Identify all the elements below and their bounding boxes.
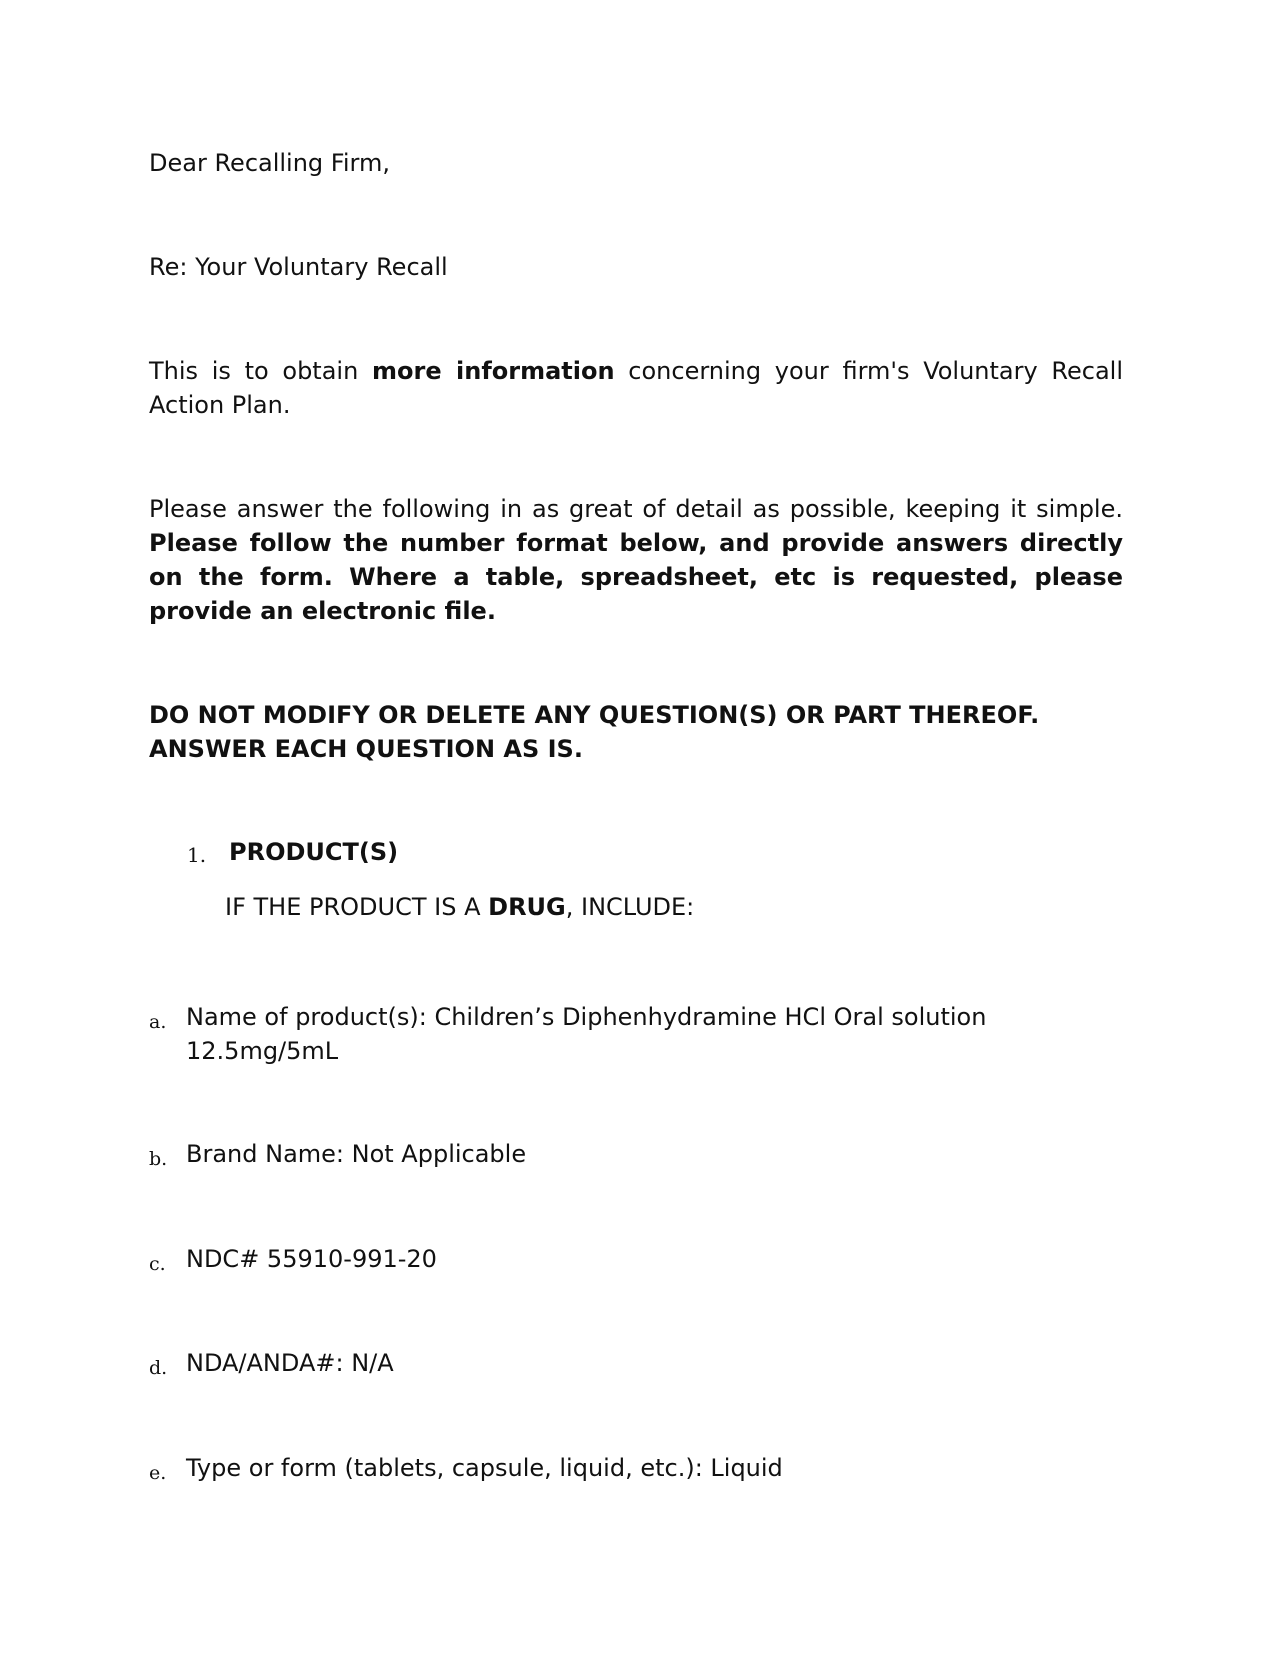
- subheading-text-end: , INCLUDE:: [565, 893, 695, 921]
- section-number: 1.: [187, 843, 207, 867]
- warning-notice: [149, 698, 1123, 766]
- instructions-plain-text: Please answer the following in as great of detail as possible, keeping it simple.: [149, 495, 1123, 523]
- subheading-text-start: IF THE PRODUCT IS A: [225, 893, 489, 921]
- list-item-label: c.: [149, 1253, 166, 1275]
- intro-text-end: concerning your firm's Voluntary Recall Action Plan.: [149, 357, 1123, 419]
- list-item-nda-anda: NDA/ANDA#: N/A: [186, 1349, 394, 1377]
- intro-paragraph: [149, 354, 1123, 422]
- warning-line-2: ANSWER EACH QUESTION AS IS.: [149, 735, 583, 763]
- re-line: Re: Your Voluntary Recall: [149, 253, 448, 281]
- list-item-brand-name: Brand Name: Not Applicable: [186, 1140, 527, 1168]
- list-item-ndc: NDC# 55910-991-20: [186, 1245, 437, 1273]
- list-item-label: d.: [149, 1357, 168, 1379]
- intro-bold-text: more information: [372, 357, 615, 385]
- list-item-label: a.: [149, 1011, 167, 1033]
- list-item-label: e.: [149, 1462, 167, 1484]
- subheading-bold-text: DRUG: [488, 893, 566, 921]
- instructions-paragraph: [149, 492, 1123, 628]
- list-item-label: b.: [149, 1148, 168, 1170]
- warning-line-1: DO NOT MODIFY OR DELETE ANY QUESTION(S) OR PART THEREOF.: [149, 701, 1040, 729]
- section-heading: PRODUCT(S): [229, 838, 399, 866]
- instructions-bold-text: Please follow the number format below, and provide answers directly on the form. Where a table, spreadsheet, etc is requested, please provide an electronic file.: [149, 529, 1123, 625]
- intro-text-start: This is to obtain: [149, 357, 372, 385]
- list-item-form-type: Type or form (tablets, capsule, liquid, etc.): Liquid: [186, 1454, 783, 1482]
- salutation: Dear Recalling Firm,: [149, 149, 390, 177]
- section-subheading: [225, 890, 1025, 924]
- list-item-product-name: Name of product(s): Children’s Diphenhydramine HCl Oral solution 12.5mg/5mL: [186, 1003, 987, 1065]
